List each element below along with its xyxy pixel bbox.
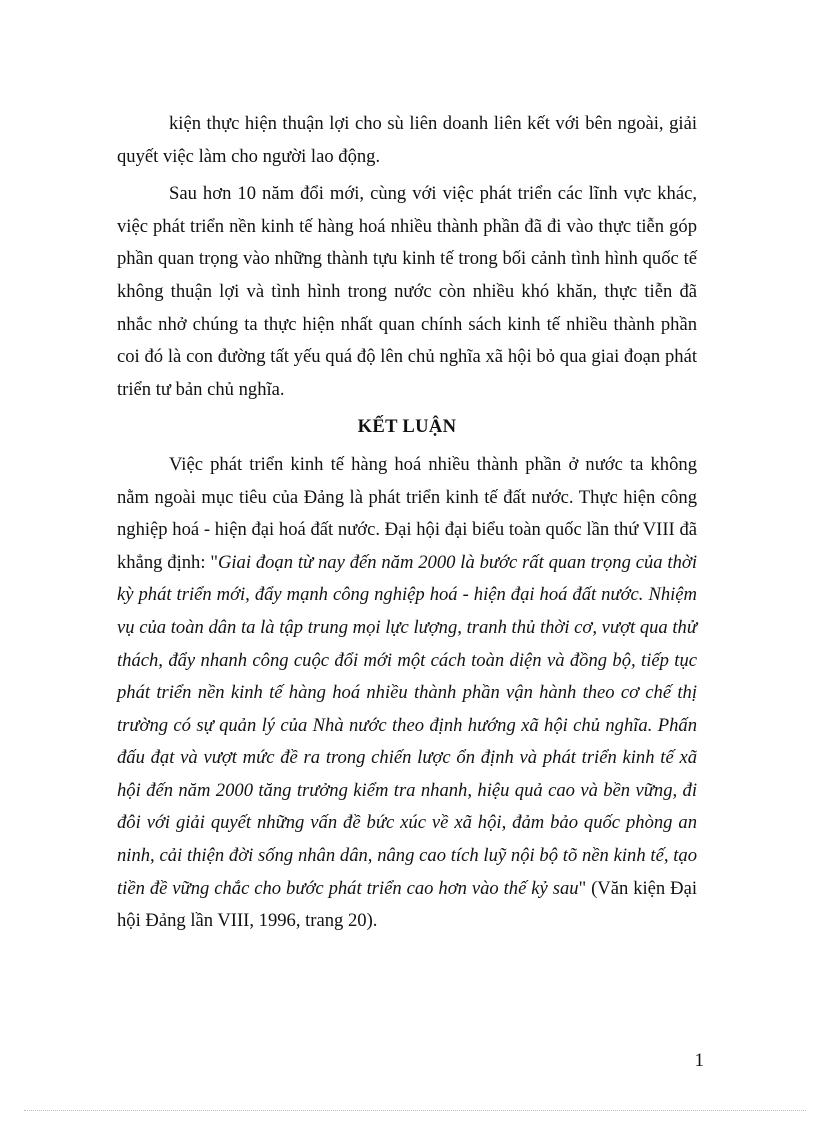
section-heading: KẾT LUẬN xyxy=(357,416,457,438)
paragraph-conclusion xyxy=(117,449,697,938)
congress-quote: Giai đoạn từ nay đến năm 2000 là bước rất quan trọng của thời kỳ phát triển mới, đẩy mạnh công nghiệp hoá - hiện đại hoá đất nước. Nhiệm vụ của toàn dân ta là tập trung mọi lực lượng, tranh thủ thời cơ, vượt qua thử thách, đẩy nhanh công cuộc đổi mới một cách toàn diện và đồng bộ, tiếp tục phát triển nền kinh tế hàng hoá nhiều thành phần vận hành theo cơ chế thị trường có sự quản lý của Nhà nước theo định hướng xã hội chủ nghĩa. Phấn đấu đạt và vượt mức đề ra trong chiến lược ổn định và phát triển kinh tế xã hội đến năm 2000 tăng trưởng kiểm tra nhanh, hiệu quả cao và bền vững, đi đôi với giải quyết những vấn đề bức xúc về xã hội, đảm bảo quốc phòng an ninh, cải thiện đời sống nhân dân, nâng cao tích luỹ nội bộ tõ nền kinh tế, tạo tiền đề vững chắc cho bước phát triển cao hơn vào thế kỷ sau xyxy=(117,551,697,899)
page-bottom-divider xyxy=(24,1110,806,1111)
paragraph-doi-moi: Sau hơn 10 năm đổi mới, cùng với việc phát triển các lĩnh vực khác, việc phát triển nền kinh tế hàng hoá nhiều thành phần đã đi vào thực tiễn góp phần quan trọng vào những thành tựu kinh tế trong bối cảnh tình hình quốc tế không thuận lợi và tình hình trong nước còn nhiều khó khăn, thực tiễn đã nhắc nhở chúng ta thực hiện nhất quan chính sách kinh tế nhiều thành phần coi đó là con đường tất yếu quá độ lên chủ nghĩa xã hội bỏ qua giai đoạn phát triển tư bản chủ nghĩa. xyxy=(117,183,697,400)
paragraph-continuation: kiện thực hiện thuận lợi cho sù liên doanh liên kết với bên ngoài, giải quyết việc làm cho người lao động. xyxy=(117,113,697,167)
page-number: 1 xyxy=(694,1050,704,1071)
document-body xyxy=(117,108,697,938)
conclusion-intro: Việc phát triển kinh tế hàng hoá nhiều thành phần ở nước ta không nằm ngoài mục tiêu của Đảng là phát triển kinh tế đất nước. Thực hiện công nghiệp hoá - hiện đại hoá đất nước. Đại hội đại biểu toàn quốc lần thứ VIII đã khẳng định: " xyxy=(117,453,697,573)
quote-citation: " (Văn kiện Đại hội Đảng lần VIII, 1996, trang 20). xyxy=(117,877,697,932)
